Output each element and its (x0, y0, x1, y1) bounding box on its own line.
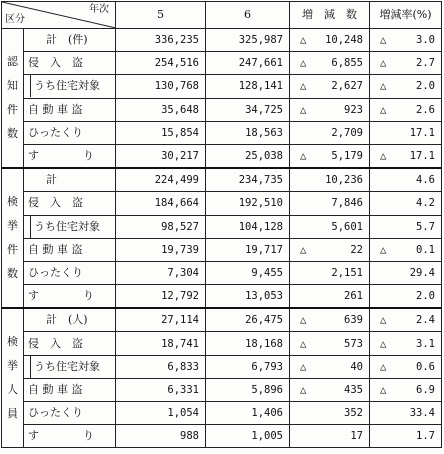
row-item-label: 自 動 車 盗 (28, 382, 83, 396)
row-item-cell (24, 215, 116, 238)
rate-cell (370, 402, 442, 425)
rate-cell-value: 6.9 (416, 383, 435, 396)
change-cell-value: 22 (350, 243, 363, 256)
change-cell (290, 378, 370, 401)
value-year1: 6,331 (116, 378, 206, 401)
change-cell (290, 192, 370, 215)
value-year1: 27,114 (116, 308, 206, 332)
change-cell (290, 52, 370, 75)
row-item-cell (24, 425, 116, 448)
change-cell-value: 10,236 (325, 174, 363, 187)
decrease-mark-icon: △ (300, 337, 307, 350)
value-year2: 9,455 (206, 261, 290, 284)
rate-cell (370, 98, 442, 121)
group-label-char: 検 (7, 195, 18, 209)
decrease-mark-icon: △ (300, 57, 307, 70)
decrease-mark-icon: △ (380, 360, 387, 373)
rate-cell (370, 168, 442, 192)
decrease-mark-icon: △ (300, 360, 307, 373)
table-row (2, 332, 442, 355)
decrease-mark-icon: △ (380, 80, 387, 93)
row-item-label: ひったくり (28, 125, 83, 139)
rate-cell-value: 2.4 (416, 314, 435, 327)
decrease-mark-icon: △ (380, 103, 387, 116)
value-year2: 128,141 (206, 75, 290, 98)
rate-cell (370, 215, 442, 238)
group-label-char: 数 (7, 267, 18, 281)
change-cell-value: 573 (344, 337, 363, 350)
value-year1: 12,792 (116, 285, 206, 309)
decrease-mark-icon: △ (380, 150, 387, 163)
value-year1: 30,217 (116, 144, 206, 168)
change-cell-value: 7,846 (331, 197, 363, 210)
change-cell-value: 5,601 (331, 220, 363, 233)
table-row (2, 144, 442, 168)
rate-cell (370, 285, 442, 309)
decrease-mark-icon: △ (300, 243, 307, 256)
table-row (2, 192, 442, 215)
row-item-cell (24, 332, 116, 355)
row-item-label: うち住宅対象 (30, 75, 100, 97)
rate-cell (370, 144, 442, 168)
change-cell (290, 75, 370, 98)
value-year1: 18,741 (116, 332, 206, 355)
value-year2: 5,896 (206, 378, 290, 401)
change-cell-value: 261 (344, 290, 363, 303)
row-item-cell (24, 355, 116, 378)
column-header-year1: 5 (116, 2, 206, 29)
category-label: 区分 (5, 14, 25, 25)
row-item-cell (24, 238, 116, 261)
table-row (2, 215, 442, 238)
change-cell (290, 121, 370, 144)
decrease-mark-icon: △ (300, 314, 307, 327)
change-cell-value: 352 (344, 407, 363, 420)
rate-cell (370, 121, 442, 144)
decrease-mark-icon: △ (300, 383, 307, 396)
year-label: 年次 (89, 4, 109, 15)
change-cell (290, 261, 370, 284)
change-cell (290, 425, 370, 448)
column-header-rate: 増減率(%) (370, 2, 442, 29)
change-cell (290, 215, 370, 238)
value-year1: 224,499 (116, 168, 206, 192)
value-year1: 6,833 (116, 355, 206, 378)
change-cell (290, 29, 370, 52)
row-item-label: ひったくり (28, 406, 83, 420)
rate-cell (370, 378, 442, 401)
row-item-cell (24, 378, 116, 401)
group-label-char: 数 (7, 127, 18, 141)
table-row (2, 308, 442, 332)
table-body (2, 29, 442, 448)
row-item-cell (24, 121, 116, 144)
row-item-label: 自 動 車 盗 (28, 102, 83, 116)
row-item-label: す り (28, 289, 94, 303)
group-label-char: 知 (7, 79, 18, 93)
value-year1: 98,527 (116, 215, 206, 238)
value-year2: 25,038 (206, 144, 290, 168)
row-item-label: うち住宅対象 (30, 356, 100, 378)
rate-cell-value: 5.7 (416, 220, 435, 233)
value-year1: 184,664 (116, 192, 206, 215)
decrease-mark-icon: △ (380, 337, 387, 350)
rate-cell-value: 2.0 (416, 80, 435, 93)
table-row (2, 402, 442, 425)
rate-cell (370, 75, 442, 98)
decrease-mark-icon: △ (380, 57, 387, 70)
change-cell-value: 2,151 (331, 266, 363, 279)
decrease-mark-icon: △ (300, 34, 307, 47)
group-label-char: 人 (7, 383, 18, 397)
value-year1: 988 (116, 425, 206, 448)
decrease-mark-icon: △ (300, 150, 307, 163)
rate-cell-value: 17.1 (409, 150, 435, 163)
value-year1: 7,304 (116, 261, 206, 284)
row-item-label: す り (28, 149, 94, 163)
value-year2: 1,005 (206, 425, 290, 448)
column-header-year2: 6 (206, 2, 290, 29)
value-year2: 325,987 (206, 29, 290, 52)
table-row (2, 121, 442, 144)
rate-cell (370, 308, 442, 332)
rate-cell (370, 29, 442, 52)
change-cell (290, 332, 370, 355)
rate-cell-value: 2.7 (416, 57, 435, 70)
group-label-char: 員 (7, 407, 18, 421)
rate-cell (370, 261, 442, 284)
table-row (2, 75, 442, 98)
row-item-cell (24, 402, 116, 425)
value-year2: 192,510 (206, 192, 290, 215)
row-item-cell (24, 285, 116, 309)
row-item-label: 侵 入 盗 (28, 336, 83, 350)
crime-statistics-table (1, 1, 442, 448)
row-item-label: す り (28, 429, 94, 443)
row-item-cell (24, 75, 116, 98)
change-cell (290, 98, 370, 121)
change-cell (290, 144, 370, 168)
change-cell-value: 5,179 (331, 150, 363, 163)
rate-cell-value: 0.1 (416, 243, 435, 256)
table-row (2, 285, 442, 309)
row-item-cell (24, 98, 116, 121)
value-year2: 19,717 (206, 238, 290, 261)
change-cell-value: 2,627 (331, 80, 363, 93)
row-item-label: 侵 入 盗 (28, 196, 83, 210)
rate-cell-value: 2.6 (416, 103, 435, 116)
change-cell-value: 17 (350, 430, 363, 443)
table-row (2, 378, 442, 401)
rate-cell-value: 17.1 (409, 126, 435, 139)
decrease-mark-icon: △ (380, 383, 387, 396)
change-cell-value: 639 (344, 314, 363, 327)
group-label-char: 挙 (7, 359, 18, 373)
column-header-change: 増 減 数 (290, 2, 370, 29)
group-label (2, 308, 24, 448)
value-year1: 254,516 (116, 52, 206, 75)
table-row (2, 355, 442, 378)
value-year2: 34,725 (206, 98, 290, 121)
row-item-label: 自 動 車 盗 (28, 242, 83, 256)
row-item-cell (24, 168, 116, 192)
change-cell (290, 402, 370, 425)
row-item-label: うち住宅対象 (30, 216, 100, 238)
change-cell-value: 6,855 (331, 57, 363, 70)
group-label (2, 29, 24, 169)
row-item-cell (24, 261, 116, 284)
group-label-char: 挙 (7, 219, 18, 233)
value-year2: 104,128 (206, 215, 290, 238)
decrease-mark-icon: △ (300, 80, 307, 93)
change-cell-value: 435 (344, 383, 363, 396)
decrease-mark-icon: △ (380, 34, 387, 47)
table-row (2, 238, 442, 261)
table-row (2, 52, 442, 75)
decrease-mark-icon: △ (380, 314, 387, 327)
decrease-mark-icon: △ (300, 103, 307, 116)
group-label-char: 認 (7, 55, 18, 69)
rate-cell-value: 0.6 (416, 360, 435, 373)
row-item-cell (24, 144, 116, 168)
rate-cell-value: 4.6 (416, 174, 435, 187)
row-item-label: 計 (人) (46, 313, 88, 327)
group-label (2, 168, 24, 308)
rate-cell-value: 3.1 (416, 337, 435, 350)
row-item-label: 計 (46, 173, 57, 187)
change-cell (290, 238, 370, 261)
row-item-cell (24, 52, 116, 75)
decrease-mark-icon: △ (380, 243, 387, 256)
row-item-label: ひったくり (28, 265, 83, 279)
value-year2: 13,053 (206, 285, 290, 309)
change-cell-value: 2,709 (331, 126, 363, 139)
value-year2: 18,563 (206, 121, 290, 144)
corner-header-cell (2, 2, 116, 29)
value-year2: 1,406 (206, 402, 290, 425)
row-item-cell (24, 308, 116, 332)
rate-cell (370, 332, 442, 355)
change-cell (290, 355, 370, 378)
value-year1: 1,054 (116, 402, 206, 425)
rate-cell-value: 4.2 (416, 197, 435, 210)
rate-cell (370, 425, 442, 448)
rate-cell-value: 1.7 (416, 430, 435, 443)
rate-cell (370, 355, 442, 378)
value-year1: 19,739 (116, 238, 206, 261)
change-cell-value: 923 (344, 103, 363, 116)
change-cell-value: 40 (350, 360, 363, 373)
value-year2: 26,475 (206, 308, 290, 332)
row-item-cell (24, 192, 116, 215)
rate-cell-value: 3.0 (416, 34, 435, 47)
value-year1: 35,648 (116, 98, 206, 121)
rate-cell-value: 2.0 (416, 290, 435, 303)
rate-cell (370, 192, 442, 215)
change-cell (290, 285, 370, 309)
table-row (2, 168, 442, 192)
value-year2: 18,168 (206, 332, 290, 355)
table-row (2, 425, 442, 448)
group-label-char: 件 (7, 243, 18, 257)
value-year1: 130,768 (116, 75, 206, 98)
change-cell (290, 308, 370, 332)
rate-cell-value: 29.4 (409, 266, 435, 279)
group-label-char: 検 (7, 335, 18, 349)
value-year2: 247,661 (206, 52, 290, 75)
row-item-cell (24, 29, 116, 52)
table-row (2, 261, 442, 284)
rate-cell (370, 238, 442, 261)
group-label-char: 件 (7, 103, 18, 117)
rate-cell (370, 52, 442, 75)
row-item-label: 侵 入 盗 (28, 56, 83, 70)
row-item-label: 計 (件) (46, 33, 88, 47)
value-year2: 234,735 (206, 168, 290, 192)
value-year1: 15,854 (116, 121, 206, 144)
header-row (2, 2, 442, 29)
value-year2: 6,793 (206, 355, 290, 378)
rate-cell-value: 33.4 (409, 407, 435, 420)
table-row (2, 98, 442, 121)
change-cell (290, 168, 370, 192)
table-row (2, 29, 442, 52)
value-year1: 336,235 (116, 29, 206, 52)
statistics-table-page (1, 1, 441, 451)
change-cell-value: 10,248 (325, 34, 363, 47)
